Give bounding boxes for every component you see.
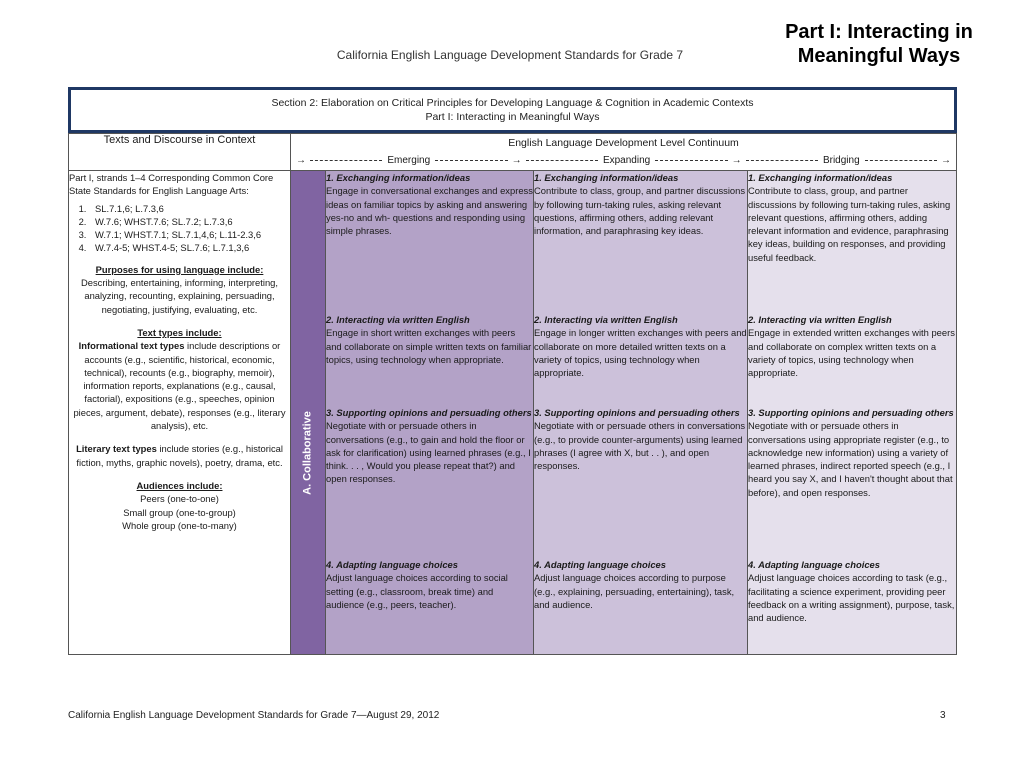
- expanding-standard-2: [534, 313, 747, 406]
- standard-heading: 3. Supporting opinions and persuading others: [326, 407, 532, 418]
- standard-text: Adjust language choices according to purpose (e.g., explaining, persuading, entertaining), task, and audience.: [534, 572, 735, 610]
- expanding-standard-3: [534, 406, 747, 558]
- standard-heading: 4. Adapting language choices: [326, 559, 458, 570]
- level-continuum-header: [291, 134, 957, 171]
- arrow-right-icon: →: [296, 155, 306, 167]
- standard-text: Adjust language choices according to social setting (e.g., classroom, break time) and audience (e.g., peers, teacher).: [326, 572, 508, 610]
- expanding-column: [534, 171, 748, 655]
- strand-item: 3. W.7.1; WHST.7.1; SL.7.1,4,6; L.11-2.3,6: [89, 228, 290, 241]
- informational-label: Informational text types: [78, 340, 185, 352]
- literary-text-types: [69, 442, 290, 469]
- standard-text: Negotiate with or persuade others in conversations (e.g., to gain and hold the floor or ask for clarification) using learned phrases (e.g., I think. . . , Would you please repeat that?) and open responses.: [326, 420, 531, 485]
- purposes-heading: Purposes for using language include:: [95, 263, 264, 275]
- standard-heading: 2. Interacting via written English: [326, 314, 470, 325]
- level-expanding: Expanding: [602, 155, 651, 167]
- level-arrow-row: [291, 150, 956, 167]
- emerging-standard-1: [326, 171, 533, 313]
- standard-text: Negotiate with or persuade others in conversations (e.g., to provide counter-arguments) using learned phrases (I agree with X, but . . ), and open responses.: [534, 420, 746, 472]
- standard-heading: 2. Interacting via written English: [534, 314, 678, 325]
- text-types-heading: Text types include:: [137, 326, 222, 338]
- strand-item: 2. W.7.6; WHST.7.6; SL.7.2; L.7.3,6: [89, 215, 290, 228]
- collaborative-label: A. Collaborative: [301, 411, 314, 495]
- standard-heading: 3. Supporting opinions and persuading others: [534, 407, 740, 418]
- slide-title: [764, 20, 994, 68]
- standard-text: Contribute to class, group, and partner discussions by following turn-taking rules, asking relevant questions, affirming others, adding relevant information, and paraphrasing key ideas.: [534, 185, 746, 237]
- document-title: California English Language Development Standards for Grade 7: [336, 48, 684, 62]
- standard-heading: 2. Interacting via written English: [748, 314, 892, 325]
- informational-text-types: [69, 339, 290, 432]
- arrow-right-icon: →: [511, 155, 522, 167]
- strand-item: 1. SL.7.1,6; L.7.3,6: [89, 202, 290, 215]
- arrow-right-icon: →: [731, 155, 742, 167]
- standard-heading: 1. Exchanging information/ideas: [748, 172, 893, 183]
- literary-label: Literary text types: [76, 443, 157, 455]
- standard-text: Engage in short written exchanges with peers and collaborate on simple written texts on familiar topics, using technology when appropriate.: [326, 327, 532, 365]
- bridging-column: [748, 171, 957, 655]
- texts-discourse-header: Texts and Discourse in Context: [69, 134, 291, 171]
- bridging-standard-3: [748, 406, 956, 558]
- standards-table: [68, 133, 957, 655]
- expanding-standard-4: [534, 558, 747, 611]
- arrow-right-icon: →: [941, 155, 952, 167]
- footer-text: California English Language Development Standards for Grade 7—August 29, 2012: [68, 710, 440, 721]
- section-subtitle: Part I: Interacting in Meaningful Ways: [425, 111, 600, 123]
- standard-text: Engage in extended written exchanges with peers and collaborate on complex written texts on a variety of topics, using technology when appropriate.: [748, 327, 955, 379]
- page-number: 3: [940, 710, 946, 721]
- emerging-standard-4: [326, 558, 533, 611]
- emerging-standard-2: [326, 313, 533, 406]
- audiences-heading: Audiences include:: [136, 479, 223, 491]
- standard-heading: 3. Supporting opinions and persuading others: [748, 407, 954, 418]
- slide-title-line-2: Meaningful Ways: [797, 45, 961, 67]
- bridging-standard-4: [748, 558, 956, 624]
- section-header-box: [68, 87, 957, 133]
- standard-text: Adjust language choices according to task (e.g., facilitating a science experiment, providing peer feedback on a writing assignment), purpose, task, and audience.: [748, 572, 955, 624]
- audience-item: Whole group (one-to-many): [122, 519, 237, 531]
- slide-title-line-1: Part I: Interacting in: [785, 21, 973, 43]
- standard-text: Engage in conversational exchanges and express ideas on familiar topics by asking and answering yes-no and wh- questions and responding using simple phrases.: [326, 185, 533, 237]
- purposes-text: Describing, entertaining, informing, interpreting, analyzing, recounting, explaining, persuading, negotiating, justifying, evaluating, etc.: [81, 277, 278, 315]
- strands-title: Part I, strands 1–4 Corresponding Common Core State Standards for English Language Arts:: [69, 172, 274, 197]
- standard-heading: 4. Adapting language choices: [534, 559, 666, 570]
- standard-heading: 4. Adapting language choices: [748, 559, 880, 570]
- literary-text: include stories (e.g., historical fiction, myths, graphic novels), poetry, drama, etc.: [76, 443, 283, 468]
- standard-text: Contribute to class, group, and partner discussions by following turn-taking rules, asking relevant questions, affirming others, adding relevant information and evidence, paraphrasing key ideas, building on responses, and providing useful feedback.: [748, 185, 951, 263]
- section-title: Section 2: Elaboration on Critical Principles for Developing Language & Cognition in Academic Contexts: [271, 97, 754, 109]
- emerging-column: [326, 171, 534, 655]
- standard-text: Negotiate with or persuade others in conversations using appropriate register (e.g., to acknowledge new information) using a variety of learned phrases, indirect reported speech (e.g., I heard you say X, and I haven't thought about that before), and open responses.: [748, 420, 953, 498]
- bridging-standard-2: [748, 313, 956, 406]
- informational-text: include descriptions or accounts (e.g., scientific, historical, economic, technical), recounts (e.g., biography, memoir), information reports, explanations (e.g., causal, factorial), expositions (e.g., speeches, opinion pieces, argument, debate), responses (e.g., literary analysis), etc.: [73, 340, 286, 432]
- standard-heading: 1. Exchanging information/ideas: [326, 172, 471, 183]
- strands-list: [69, 202, 290, 255]
- audience-item: Peers (one-to-one): [140, 493, 219, 505]
- expanding-standard-1: [534, 171, 747, 313]
- texts-discourse-cell: [69, 171, 291, 655]
- audience-item: Small group (one-to-group): [123, 506, 236, 518]
- bridging-standard-1: [748, 171, 956, 313]
- strand-item: 4. W.7.4-5; WHST.4-5; SL.7.6; L.7.1,3,6: [89, 241, 290, 254]
- level-bridging: Bridging: [822, 155, 860, 167]
- level-emerging: Emerging: [387, 155, 431, 167]
- collaborative-column: [291, 171, 326, 655]
- standard-text: Engage in longer written exchanges with peers and collaborate on more detailed written texts on a variety of topics, using technology when appropriate.: [534, 327, 747, 379]
- standard-heading: 1. Exchanging information/ideas: [534, 172, 679, 183]
- continuum-title: English Language Development Level Continuum: [508, 137, 739, 149]
- emerging-standard-3: [326, 406, 533, 558]
